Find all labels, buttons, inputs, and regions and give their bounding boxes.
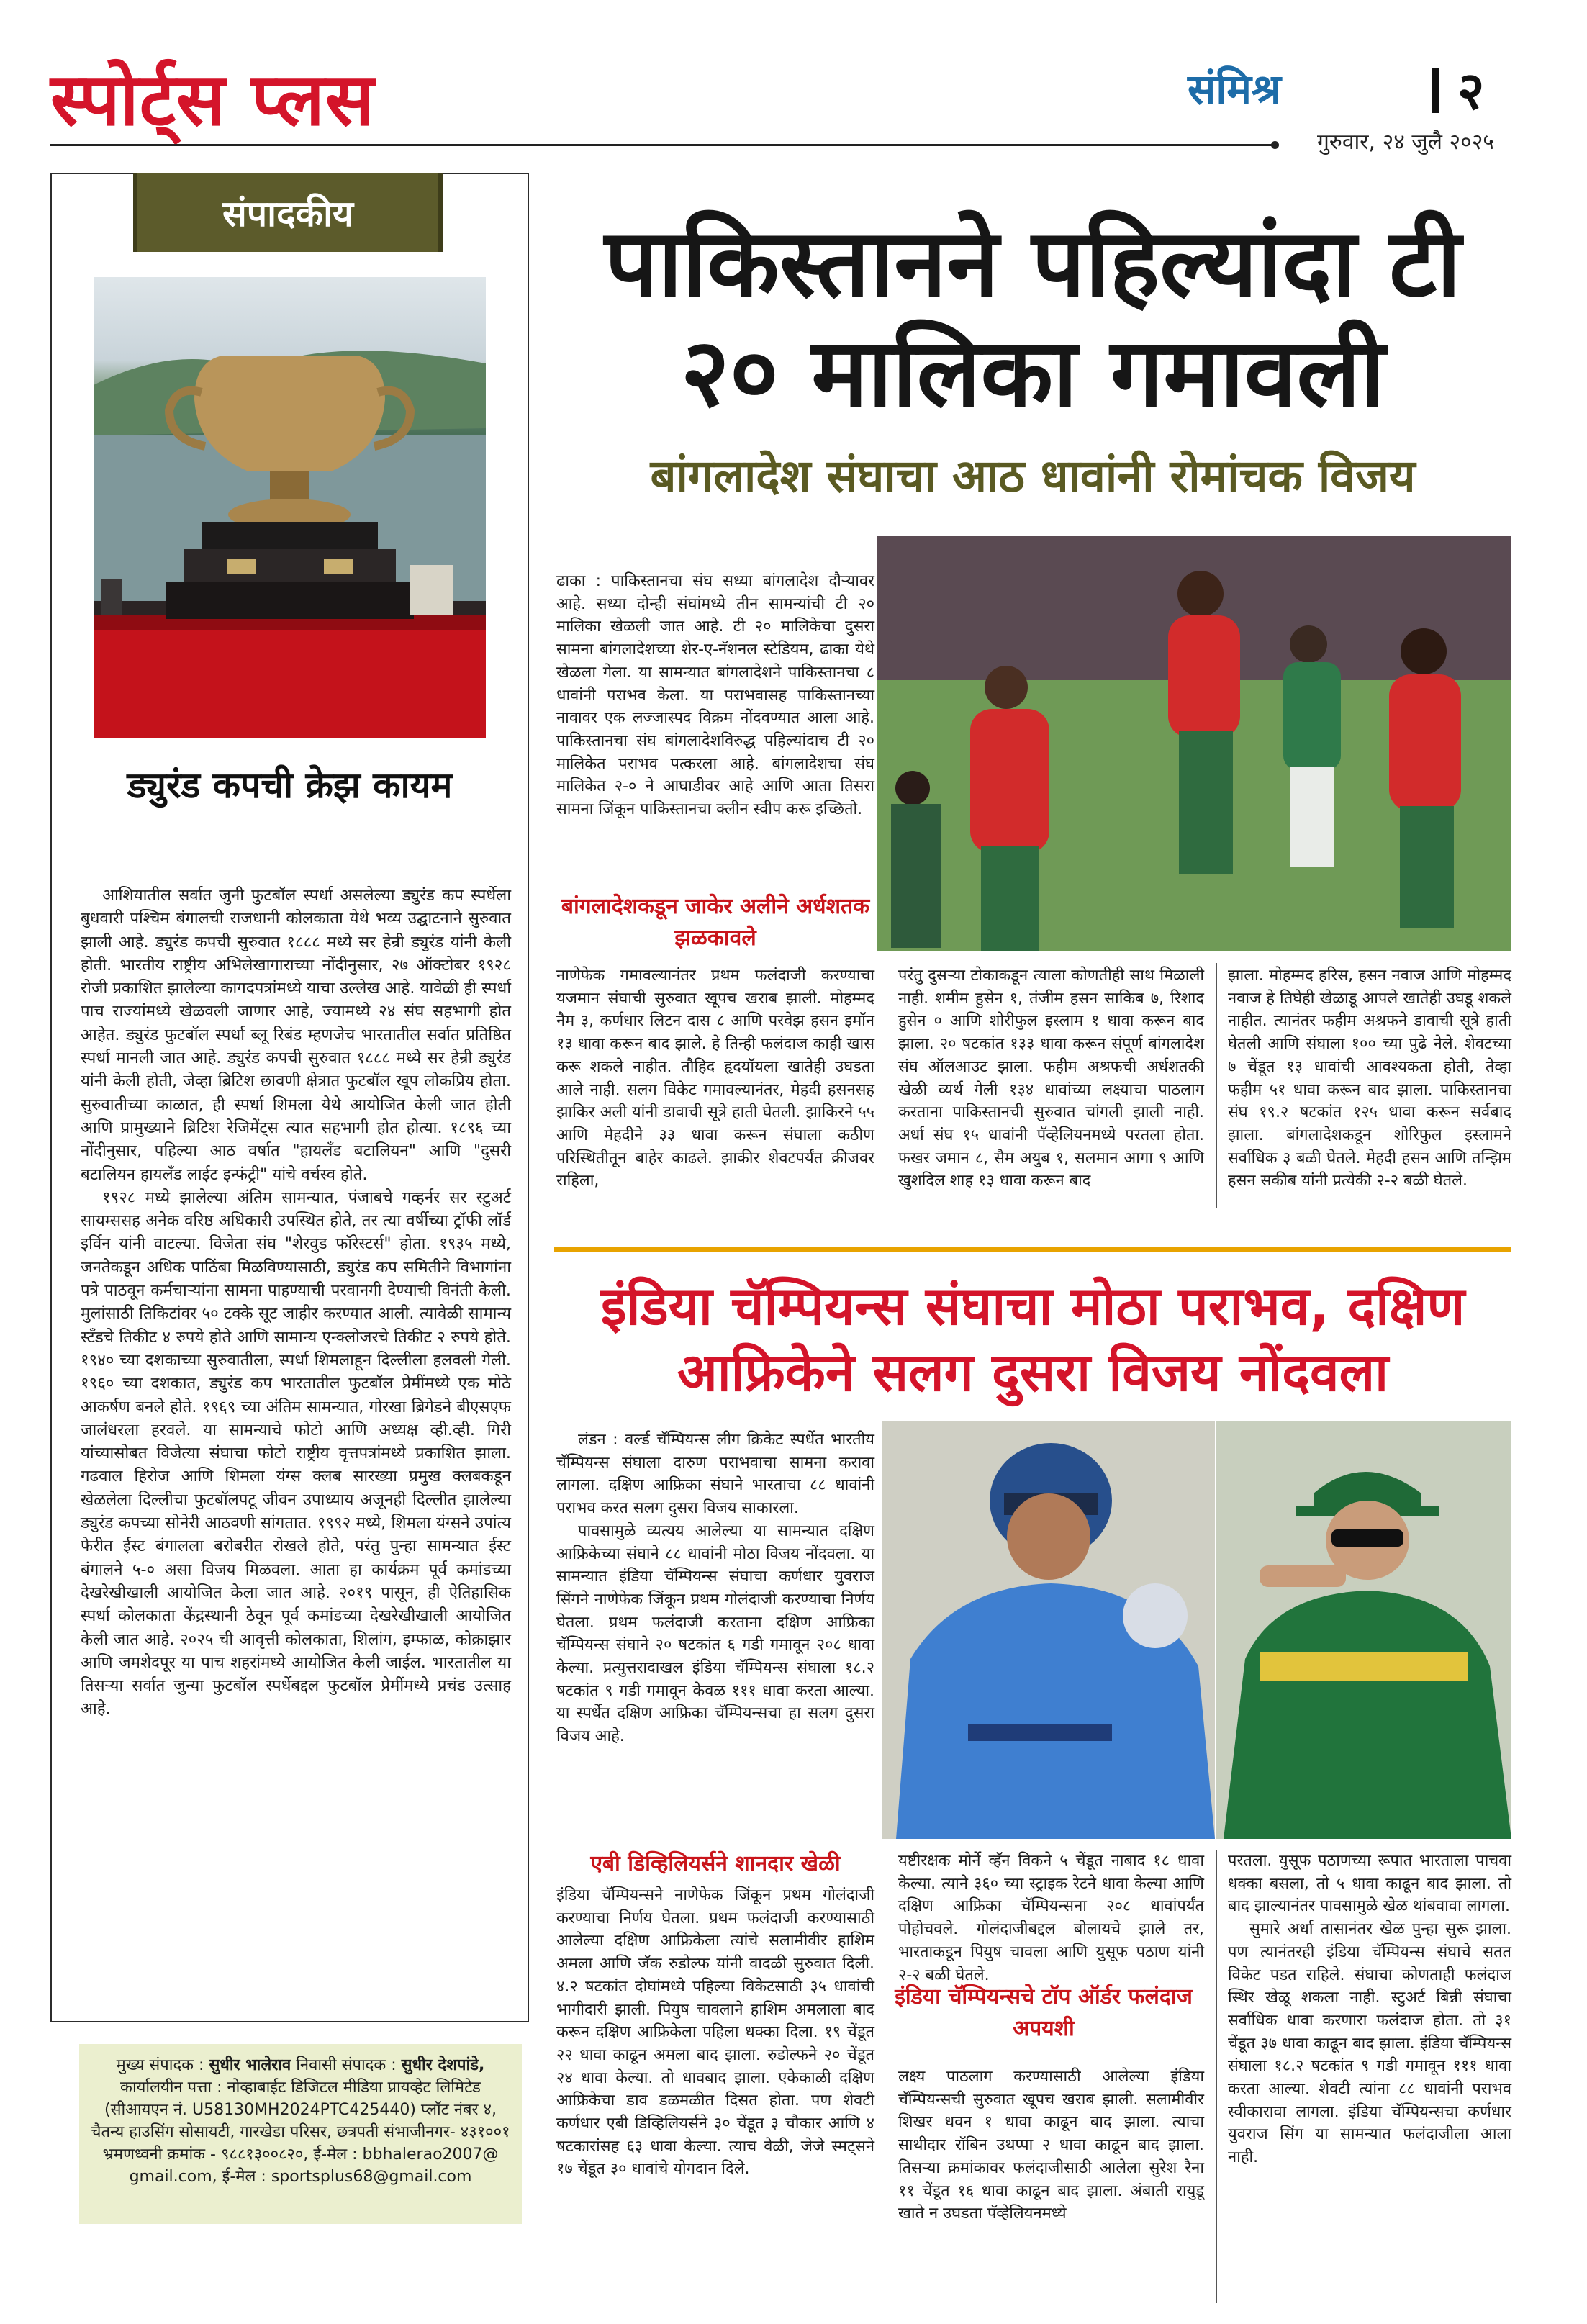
story2-column-1: इंडिया चॅम्पियन्सने नाणेफेक जिंकून प्रथम गोलंदाजी करण्याचा निर्णय घेतला. प्रथम फलंदाजी करण्यासाठी आलेल्या दक्षिण आफ्रिकेला त्यांचे सलामीवीर हाशिम अमला आणि जॅक रुडोल्फ यांनी वादळी सुरुवात दिली. ४.२ षटकांत दोघांमध्ये पहिल्या विकेटसाठी ३५ धावांची भागीदारी झाली. पियुष चावलाने हाशिम अमलाला बाद करून दक्षिण आफ्रिकेला पहिला धक्का दिला. १९ चेंडूत २२ धावा काढून अमला बाद झाला. रुडोल्फने २० चेंडूत २४ धावा केल्या. तो धावबाद झाला. एकेकाळी दक्षिण आफ्रिकेचा डाव डळमळीत दिसत होता. पण शेवटी कर्णधार एबी डिव्हिलियर्सने ३० चेंडूत ३ चौकार आणि ४ षटकारांसह ६३ धावा केल्या. त्याच वेळी, जेजे स्मट्सने १७ चेंडूत ३० धावांचे योगदान दिले. — [556, 1886, 874, 2179]
story2-headline: इंडिया चॅम्पियन्स संघाचा मोठा पराभव, दक्षिण आफ्रिकेने सलग दुसरा विजय नोंदवला — [600, 1276, 1465, 1403]
batsman-illustration — [882, 1421, 1215, 1839]
cricket-celebration-illustration — [877, 536, 1511, 951]
issue-date: गुरुवार, २४ जुलै २०२५ — [1317, 130, 1494, 155]
column-divider — [1216, 963, 1217, 1208]
column-divider — [1216, 1850, 1217, 2303]
story2-column-3-paragraph: परतला. युसूफ पठाणच्या रूपात भारताला पाचवा धक्का बसला, तो ५ धावा काढून बाद झाला. तो बाद झाल्यानंतर पावसामुळे खेळ थांबवावा लागला. — [1228, 1852, 1511, 1916]
story2-column-2-bottom: लक्ष्य पाठलाग करण्यासाठी आलेल्या इंडिया चॅम्पियन्सची सुरुवात खूपच खराब झाली. सलामीवीर शिखर धवन १ धावा काढून बाद झाला. त्याचा साथीदार रॉबिन उथप्पा २ धावा काढून बाद झाला. तिसऱ्या क्रमांकावर फलंदाजीसाठी आलेला सुरेश रैना ११ चेंडूत १६ धावा काढून बाद झाला. अंबाती रायुडू खाते न उघडता पॅव्हेलियनमध्ये — [898, 2068, 1204, 2223]
chief-editor-label: मुख्य संपादक : — [116, 2056, 204, 2074]
story2-column-3 — [1228, 1850, 1511, 2169]
credits-box — [79, 2044, 522, 2224]
office-address: कार्यालयीन पत्ता : नोव्हाबाईट डिजिटल मीडिया प्रायव्हेट लिमिटेड (सीआयएन नं. U58130MH2024PTC425440) प्लॉट नंबर ४, चैतन्य हाउसिंग सोसायटी, गारखेडा परिसर, छत्रपती संभाजीनगर- ४३१००१ भ्रमणध्वनी क्रमांक - ९८८१३००८२०, ई-मेल : bbhalerao2007@ gmail.com, ई-मेल : sportsplus68@gmail.com — [91, 2079, 510, 2186]
story2-intro — [556, 1429, 874, 1748]
story1-headline: पाकिस्तानने पहिल्यांदा टी २० मालिका गमावली — [604, 208, 1462, 428]
editorial-paragraph: १९२८ मध्ये झालेल्या अंतिम सामन्यात, पंजाबचे गव्हर्नर सर स्टुअर्ट सायम्ससह अनेक वरिष्ठ अधिकारी उपस्थित होते, तर त्या वर्षीच्या ट्रॉफी लॉर्ड इर्विन यांनी वाटल्या. विजेता संघ "शेरवुड फॉरेस्टर्स" होता. १९३५ मध्ये, जनतेकडून अधिक पाठिंबा मिळविण्यासाठी, ड्युरंड कप समितीने विभागांना पत्रे पाठवून कर्मचाऱ्यांना सामना पाहण्याची परवानगी देण्याची विनंती केली. मुलांसाठी तिकिटांवर ५० टक्के सूट जाहीर करण्यात आली. त्यावेळी सामान्य स्टँडचे तिकीट ४ रुपये होते आणि सामान्य एन्क्लोजरचे तिकीट २ रुपये होते. १९४० च्या दशकाच्या सुरुवातीला, स्पर्धा शिमलाहून दिल्लीला हलवली गेली. १९६० च्या दशकात, ड्युरंड कप भारतातील फुटबॉल प्रेमींमध्ये एक मोठे आकर्षण बनले होते. १९६९ च्या अंतिम सामन्यात, गोरखा ब्रिगेडने बीएसएफ जालंधरला हरवले. या सामन्याचे फोटो आणि अध्यक्ष व्ही.व्ही. गिरी यांच्यासोबत विजेत्या संघाचा फोटो राष्ट्रीय वृत्तपत्रांमध्ये प्रकाशित झाला. गढवाल हिरोज आणि शिमला यंग्स क्लब सारख्या प्रमुख क्लबकडून खेळलेला दिल्लीचा फुटबॉलपटू जीवन उपाध्याय अजूनही दिल्लीत झालेल्या ड्युरंड कपच्या सोनेरी आठवणी सांगतात. १९९२ मध्ये, शिमला यंग्सने उपांत्य फेरीत ईस्ट बंगालला बरोबरीत रोखले होते, परंतु पुन्हा सामन्यात ईस्ट बंगालने ५-० असा विजय मिळवला. आता हा कार्यक्रम पूर्व कमांडच्या देखरेखीखाली आयोजित केला जात आहे. २०१९ पासून, ही ऐतिहासिक स्पर्धा कोलकाता केंद्रस्थानी ठेवून पूर्व कमांडच्या देखरेखीखाली आयोजित केली जात आहे. २०२५ ची आवृत्ती कोलकाता, शिलांग, इम्फाळ, कोक्राझार आणि जमशेदपूर या पाच शहरांमध्ये आयोजित केली जाईल. भारतातील या तिसऱ्या सर्वात जुन्या फुटबॉल स्पर्धेबद्दल फुटबॉल प्रेमींमध्ये प्रचंड उत्साह आहे. — [81, 1188, 511, 1719]
ab-de-villiers-photo — [1216, 1421, 1511, 1839]
yuvraj-singh-photo — [882, 1421, 1215, 1839]
editorial-headline: ड्युरंड कपची क्रेझ कायम — [127, 764, 453, 806]
trophy-photo — [94, 277, 486, 738]
story2-intro-paragraph: पावसामुळे व्यत्यय आलेल्या या सामन्यात दक्षिण आफ्रिकेच्या संघाने ८८ धावांनी मोठा विजय नोंदवला. या सामन्यात इंडिया चॅम्पियन्स संघाचा कर्णधार युवराज सिंगने नाणेफेक जिंकून प्रथम गोलंदाजी करण्याचा निर्णय घेतला. प्रथम फलंदाजी करताना दक्षिण आफ्रिका चॅम्पियन्स संघाने २० षटकांत ६ गडी गमावून २०८ धावा केल्या. प्रत्युत्तरादाखल इंडिया चॅम्पियन्स संघाला १८.२ षटकांत ९ गडी गमावून केवळ १११ धावा करता आल्या. या स्पर्धेत दक्षिण आफ्रिका चॅम्पियन्सचा हा सलग दुसरा विजय आहे. — [556, 1522, 874, 1746]
page-number: २ — [1457, 60, 1485, 121]
resident-editor-label: निवासी संपादक : — [296, 2056, 397, 2074]
story1-intro: ढाका : पाकिस्तानचा संघ सध्या बांगलादेश दौऱ्यावर आहे. सध्या दोन्ही संघांमध्ये तीन सामन्यांची टी २० मालिका खेळली जात आहे. टी २० मालिकेचा दुसरा सामना बांगलादेशच्या शेर-ए-नॅशनल स्टेडियम, ढाका येथे खेळला गेला. या सामन्यात बांगलादेशने पाकिस्तानचा ८ धावांनी पराभव केला. या पराभवासह पाकिस्तानच्या नावावर एक लज्जास्पद विक्रम नोंदवण्यात आला आहे. पाकिस्तानचा संघ बांगलादेशविरुद्ध पहिल्यांदाच टी २० मालिकेत पराभव पत्करला आहे. बांगलादेशचा संघ मालिकेत २-० ने आघाडीवर आहे आणि आता तिसरा सामना जिंकून पाकिस्तानचा क्लीन स्वीप करू इच्छितो. — [556, 572, 874, 819]
story2-subhead-abd: एबी डिव्हिलियर्सने शानदार खेळी — [590, 1851, 841, 1876]
section-name: संमिश्र — [1188, 65, 1281, 114]
story1-column-3: झाला. मोहम्मद हरिस, हसन नवाज आणि मोहम्मद नवाज हे तिघेही खेळाडू आपले खातेही उघडू शकले नाहीत. त्यानंतर फहीम अश्रफने डावाची सूत्रे हाती घेतली आणि संघाला १०० च्या पुढे नेले. शेवटच्या ७ चेंडूत १३ धावांची आवश्यकता होती, तेव्हा फहीम ५१ धावा करून बाद झाला. पाकिस्तानचा संघ १९.२ षटकांत १२५ धावा करून सर्वबाद झाला. बांगलादेशकडून शोरिफुल इस्लामने सर्वाधिक ३ बळी घेतले. मेहदी हसन आणि तन्झिम हसन सकीब यांनी प्रत्येकी २-२ बळी घेतले. — [1228, 967, 1511, 1190]
masthead-title: स्पोर्ट्स प्लस — [50, 57, 375, 142]
editorial-paragraph: आशियातील सर्वात जुनी फुटबॉल स्पर्धा असलेल्या ड्युरंड कप स्पर्धेला बुधवारी पश्चिम बंगालची राजधानी कोलकाता येथे भव्य उद्घाटनाने सुरुवात झाली आहे. ड्युरंड कपची सुरुवात १८८८ मध्ये सर हेन्री ड्युरंड यांनी केली होती. भारतीय राष्ट्रीय अभिलेखागाराच्या नोंदीनुसार, २७ ऑक्टोबर १९२८ रोजी प्रकाशित झालेल्या कागदपत्रांमध्ये याचा उल्लेख आहे. यावेळी ही स्पर्धा पाच राज्यांमध्ये खेळवली जाणार आहे, ज्यामध्ये २४ संघ सहभागी होत आहेत. ड्युरंड फुटबॉल स्पर्धा ब्लू रिबंड म्हणजेच भारतातील सर्वात प्रतिष्ठित स्पर्धा मानली जात आहे. ड्युरंड कपची सुरुवात १८८८ मध्ये सर हेन्री ड्युरंड यांनी केली होती, जेव्हा ब्रिटिश छावणी क्षेत्रात फुटबॉल खूप लोकप्रिय होता. सुरुवातीच्या काळात, ही स्पर्धा शिमला येथे आयोजित केली जात होती आणि प्रामुख्याने ब्रिटिश रेजिमेंट्स त्यात सहभागी होत होत्या. १८९६ च्या नोंदीनुसार, पहिल्या आठ वर्षात "हायलँड बटालियन" आणि "दुसरी बटालियन हायलँड लाईट इन्फंट्री" यांचे वर्चस्व होते. — [81, 886, 511, 1184]
editorial-body — [81, 884, 511, 1721]
trophy-illustration — [94, 277, 486, 738]
story-divider — [554, 1247, 1511, 1252]
story1-column-1: नाणेफेक गमावल्यानंतर प्रथम फलंदाजी करण्याचा यजमान संघाची सुरुवात खूपच खराब झाली. मोहम्मद नैम ३, कर्णधार लिटन दास ८ आणि परवेझ हसन इमॉन १३ धावा करून बाद झाले. हे तिन्ही फलंदाज काही खास करू शकले नाहीत. तौहिद हृदयॉयला खातेही उघडता आले नाही. सलग विकेट गमावल्यानंतर, मेहदी हसनसह झाकिर अली यांनी डावाची सूत्रे हाती घेतली. झाकिरने ५५ आणि मेहदीने ३३ धावा करून संघाला कठीण परिस्थितीतून बाहेर काढले. झाकीर शेवटपर्यंत क्रीजवर राहिला, — [556, 967, 874, 1190]
editorial-tab: संपादकीय — [133, 173, 443, 252]
story1-subhead: बांगलादेशकडून जाकेर अलीने अर्धशतक झळकावले — [561, 894, 870, 951]
story2-subhead-top-order: इंडिया चॅम्पियन्सचे टॉप ऑर्डर फलंदाज अपयशी — [895, 1984, 1193, 2041]
story2-column-3-paragraph: सुमारे अर्धा तासानंतर खेळ पुन्हा सुरू झाला. पण त्यानंतरही इंडिया चॅम्पियन्स संघाचे सतत विकेट पडत राहिले. संघाचा कोणताही फलंदाज स्थिर खेळू शकला नाही. स्टुअर्ट बिन्नी संघाचा सर्वाधिक धावा करणारा फलंदाज होता. तो ३१ चेंडूत ३७ धावा काढून बाद झाला. इंडिया चॅम्पियन्स संघाला १८.२ षटकांत ९ गडी गमावून १११ धावा करता आल्या. शेवटी त्यांना ८८ धावांनी पराभव स्वीकारावा लागला. इंडिया चॅम्पियन्सचा कर्णधार युवराज सिंग या सामन्यात फलंदाजीला आला नाही. — [1228, 1920, 1511, 2167]
story2-column-2-top: यष्टीरक्षक मोर्ने व्हॅन विकने ५ चेंडूत नाबाद १८ धावा केल्या. त्याने ३६० च्या स्ट्राइक रेटने धावा केल्या आणि दक्षिण आफ्रिका चॅम्पियन्सना २०८ धावांपर्यंत पोहोचवले. गोलंदाजीबद्दल बोलायचे झाले तर, भारताकडून पियुष चावला आणि युसूफ पठाण यांनी २-२ बळी घेतले. — [898, 1852, 1204, 1984]
bangladesh-celebration-photo — [877, 536, 1511, 951]
fielder-illustration — [1216, 1421, 1511, 1839]
resident-editor-name: सुधीर देशपांडे, — [401, 2056, 485, 2074]
story1-subheadline: बांगलादेश संघाचा आठ धावांनी रोमांचक विजय — [650, 450, 1416, 502]
story2-intro-paragraph: लंडन : वर्ल्ड चॅम्पियन्स लीग क्रिकेट स्पर्धेत भारतीय चॅम्पियन्स संघाला दारुण पराभवाचा सामना करावा लागला. दक्षिण आफ्रिका संघाने भारताचा ८८ धावांनी पराभव करत सलग दुसरा विजय साकारला. — [556, 1431, 874, 1518]
chief-editor-name: सुधीर भालेराव — [209, 2056, 291, 2074]
section-divider — [1432, 68, 1439, 113]
masthead-rule-dot — [1271, 141, 1279, 149]
masthead-rule — [50, 144, 1275, 146]
story1-column-2: परंतु दुसऱ्या टोकाकडून त्याला कोणतीही साथ मिळाली नाही. शमीम हुसेन १, तंजीम हसन साकिब ७, रिशाद हुसेन ० आणि शोरीफुल इस्लाम १ धावा करून बाद झाला. २० षटकांत १३३ धावा करून संपूर्ण बांगलादेश संघ ऑलआउट झाला. फहीम अश्रफची अर्धशतकी खेळी व्यर्थ गेली १३४ धावांच्या लक्ष्याचा पाठलाग करताना पाकिस्तानची सुरुवात चांगली झाली नाही. अर्धा संघ १५ धावांनी पॅव्हेलियनमध्ये परतला होता. फखर जमान ८, सैम अयुब १, सलमान आगा ९ आणि खुशदिल शाह १३ धावा करून बाद — [898, 967, 1204, 1190]
